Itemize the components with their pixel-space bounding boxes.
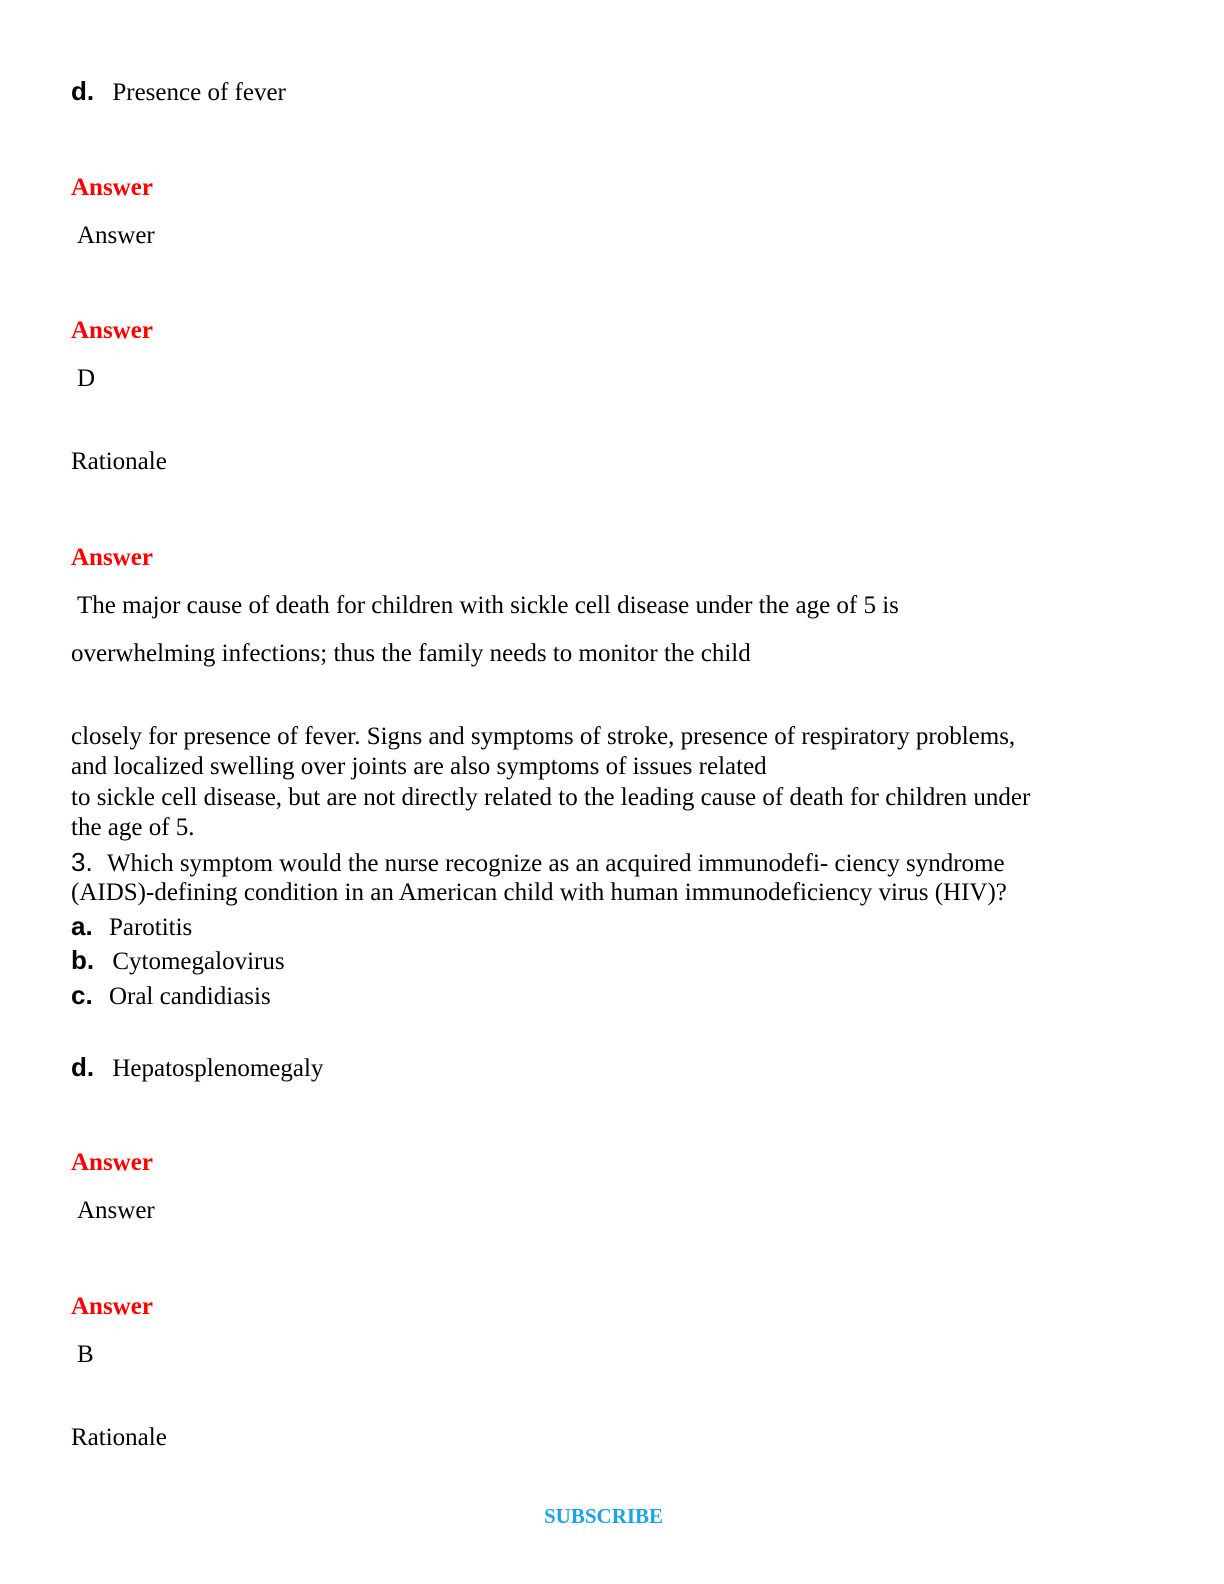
option-text: Oral candidiasis: [108, 983, 271, 1010]
question-text: Which symptom would the nurse recognize as an acquired immunodefi- ciency syndrome: [106, 850, 1005, 877]
question-number: 3.: [71, 847, 93, 877]
answer-heading: Answer: [71, 1293, 153, 1320]
option-d-prev: [71, 76, 286, 108]
option-a: [71, 911, 192, 943]
rationale-paragraph-line: and localized swelling over joints are also symptoms of issues related: [71, 753, 767, 780]
answer-placeholder: Answer: [77, 1197, 155, 1224]
rationale-paragraph-line: to sickle cell disease, but are not directly related to the leading cause of death for children under: [71, 784, 1031, 811]
answer-heading: Answer: [71, 317, 153, 344]
rationale-label: Rationale: [71, 448, 167, 475]
option-text: Hepatosplenomegaly: [112, 1055, 324, 1082]
option-letter: a.: [71, 911, 93, 941]
option-letter: b.: [71, 945, 95, 975]
rationale-paragraph-line: closely for presence of fever. Signs and symptoms of stroke, presence of respiratory problems,: [71, 723, 1016, 750]
option-text: Presence of fever: [112, 79, 286, 106]
option-letter: d.: [71, 76, 95, 106]
option-text: Parotitis: [108, 914, 193, 941]
question-text: (AIDS)-defining condition in an American child with human immunodeficiency virus (HIV)?: [71, 879, 1007, 906]
option-letter: c.: [71, 980, 93, 1010]
option-text: Cytomegalovirus: [112, 948, 285, 975]
answer-heading: Answer: [71, 174, 153, 201]
question-3-line-1: [71, 847, 1005, 879]
rationale-line: The major cause of death for children with sickle cell disease under the age of 5 is: [77, 592, 899, 619]
option-c: [71, 980, 271, 1012]
answer-value: B: [77, 1341, 94, 1368]
subscribe-link[interactable]: SUBSCRIBE: [544, 1504, 664, 1528]
rationale-label: Rationale: [71, 1424, 167, 1451]
rationale-line: overwhelming infections; thus the family needs to monitor the child: [71, 640, 751, 667]
option-letter: d.: [71, 1052, 95, 1082]
option-b: [71, 945, 285, 977]
answer-placeholder: Answer: [77, 222, 155, 249]
rationale-paragraph-line: the age of 5.: [71, 814, 195, 841]
answer-heading: Answer: [71, 1149, 153, 1176]
option-d: [71, 1052, 323, 1084]
answer-value: D: [77, 365, 96, 392]
answer-heading: Answer: [71, 544, 153, 571]
